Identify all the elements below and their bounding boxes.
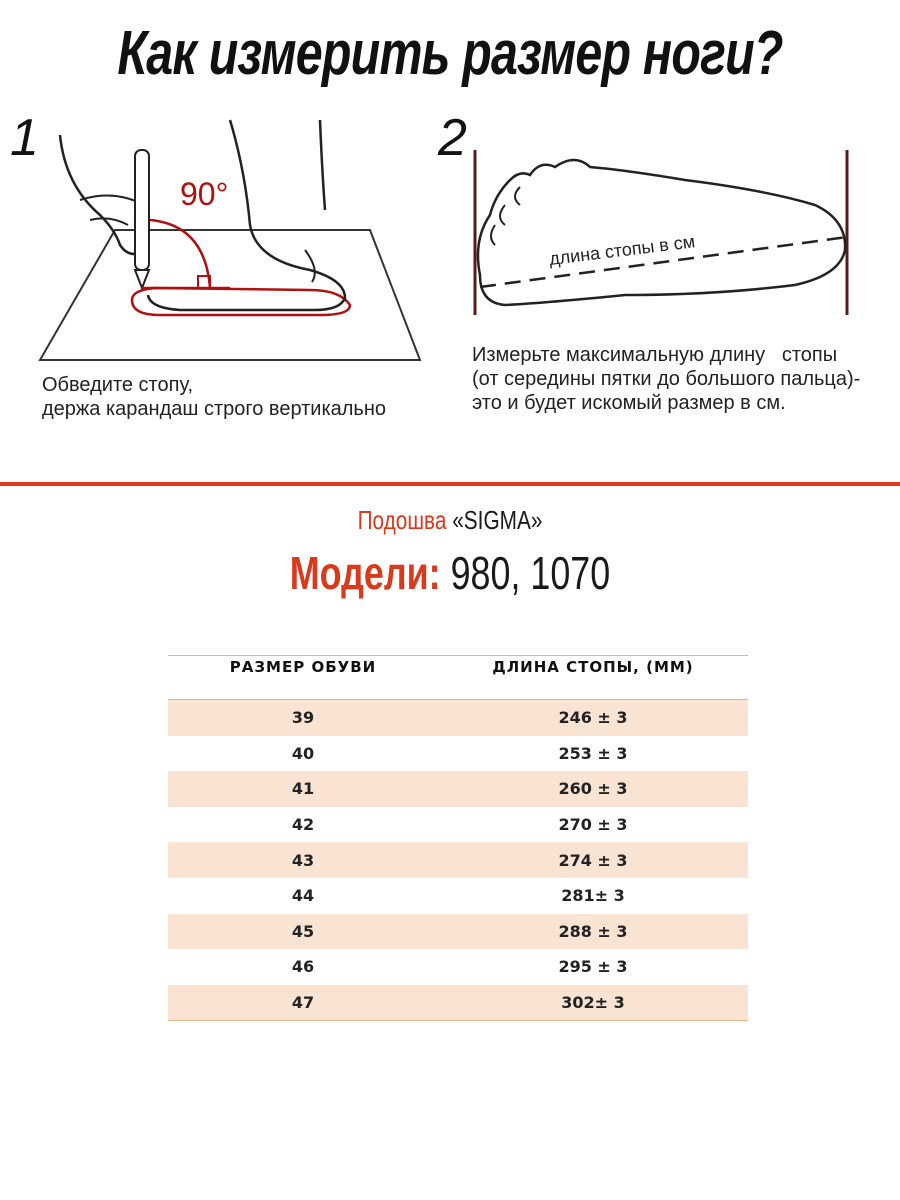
step-1-number: 1 <box>10 109 39 167</box>
length-cell: 295 ± 3 <box>558 957 628 977</box>
foot-length-illustration <box>465 145 865 325</box>
section-divider <box>0 482 900 486</box>
page-title: Как измерить размер ноги? <box>117 19 783 88</box>
size-cell: 42 <box>291 815 315 835</box>
step-2-caption-line-1: Измерьте максимальную длину стопы <box>472 344 838 366</box>
models-heading <box>99 546 801 600</box>
table-row <box>168 878 748 914</box>
size-table <box>168 655 748 1021</box>
step-2-caption-line-3: это и будет искомый размер в см. <box>472 392 786 414</box>
table-row <box>168 700 748 736</box>
step-1-caption <box>42 373 386 421</box>
angle-label: 90° <box>180 176 229 212</box>
size-cell: 40 <box>291 743 315 763</box>
table-header <box>168 656 748 700</box>
step-2-number: 2 <box>438 109 467 167</box>
size-cell: 41 <box>291 779 315 799</box>
table-row <box>168 985 748 1021</box>
size-cell: 47 <box>291 993 315 1013</box>
size-cell: 45 <box>291 921 315 941</box>
models-label: Модели: <box>289 547 441 599</box>
table-row <box>168 949 748 985</box>
models-values: 980, 1070 <box>450 547 611 599</box>
step-1-caption-line-1: Обведите стопу, <box>42 374 193 396</box>
length-cell: 253 ± 3 <box>558 743 628 763</box>
table-row <box>168 736 748 772</box>
column-header-size: РАЗМЕР ОБУВИ <box>229 658 377 676</box>
step-2-caption-line-2: (от середины пятки до большого пальца)- <box>472 368 861 390</box>
size-cell: 43 <box>291 850 315 870</box>
column-header-length: ДЛИНА СТОПЫ, (ММ) <box>492 658 694 676</box>
length-cell: 260 ± 3 <box>558 779 628 799</box>
foot-length-label: длина стопы в см <box>548 231 697 269</box>
step-1-caption-line-2: держа карандаш строго вертикально <box>42 398 387 420</box>
length-cell: 274 ± 3 <box>558 850 628 870</box>
size-cell: 44 <box>291 886 315 906</box>
length-cell: 302± 3 <box>561 993 625 1013</box>
table-row <box>168 914 748 950</box>
length-cell: 281± 3 <box>561 886 625 906</box>
sole-heading <box>90 505 810 536</box>
sole-label: Подошва <box>357 505 447 535</box>
sole-name: «SIGMA» <box>452 505 543 535</box>
table-row <box>168 771 748 807</box>
length-cell: 270 ± 3 <box>558 815 628 835</box>
size-cell: 39 <box>291 708 315 728</box>
step-2-caption <box>472 343 860 415</box>
trace-foot-illustration <box>20 110 460 370</box>
length-cell: 288 ± 3 <box>558 921 628 941</box>
table-row <box>168 842 748 878</box>
length-cell: 246 ± 3 <box>558 708 628 728</box>
table-row <box>168 807 748 843</box>
size-cell: 46 <box>291 957 315 977</box>
